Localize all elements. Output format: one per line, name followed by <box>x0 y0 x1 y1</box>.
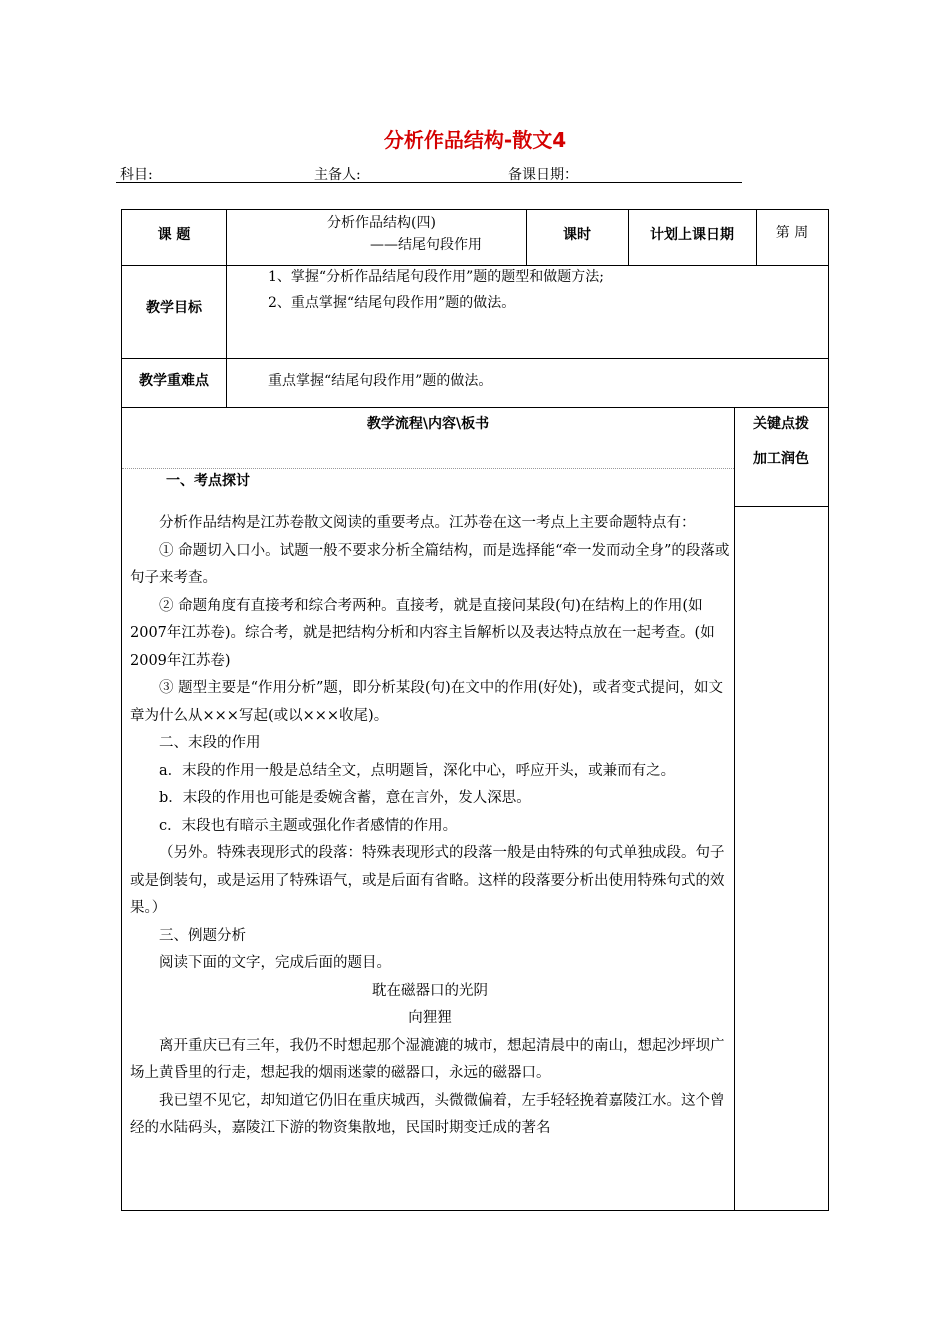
article-title: 耽在磁器口的光阴 <box>372 982 488 999</box>
plan-date-label: 计划上课日期 <box>650 227 734 243</box>
row-divider <box>122 407 828 408</box>
col-divider <box>226 210 227 407</box>
goal-item: 1、掌握“分析作品结尾句段作用”题的题型和做题方法; <box>268 269 604 285</box>
meta-line <box>116 164 742 183</box>
body-paragraph: 二、末段的作用 <box>159 735 261 751</box>
body-paragraph: ① 命题切入口小。试题一般不要求分析全篇结构，而是选择能“牵一发而动全身”的段落或句子来考查。 <box>130 542 730 586</box>
article-author: 向狸狸 <box>408 1010 452 1026</box>
body-paragraph: a．末段的作用一般是总结全文，点明题旨，深化中心，呼应开头，或兼而有之。 <box>159 762 676 779</box>
body-paragraph: ② 命题角度有直接考和综合考两种。直接考，就是直接问某段(句)在结构上的作用(如2007年江苏卷)。综合考，就是把结构分析和内容主旨解析以及表达特点放在一起考查。(如2009年江苏卷) <box>130 597 715 669</box>
goals-label: 教学目标 <box>146 300 202 316</box>
col-divider <box>734 407 735 1210</box>
difficulty-label: 教学重难点 <box>139 373 209 389</box>
difficulty-text: 重点掌握“结尾句段作用”题的做法。 <box>268 373 493 389</box>
lesson-body <box>130 510 730 1143</box>
key-label-1: 关键点拨 <box>753 416 809 432</box>
row-divider <box>122 358 828 359</box>
lesson-table <box>121 209 829 1211</box>
topic-line1: 分析作品结构(四) <box>327 215 436 231</box>
body-paragraph: 离开重庆已有三年，我仍不时想起那个湿漉漉的城市，想起清晨中的南山，想起沙坪坝广场上黄昏里的行走，想起我的烟雨迷蒙的磁器口，永远的磁器口。 <box>130 1037 725 1081</box>
body-paragraph: 阅读下面的文字，完成后面的题目。 <box>159 955 391 971</box>
body-paragraph: 我已望不见它，却知道它仍旧在重庆城西，头微微偏着，左手轻轻挽着嘉陵江水。这个曾经的水陆码头，嘉陵江下游的物资集散地，民国时期变迁成的著名 <box>130 1092 725 1136</box>
goal-item: 2、重点掌握“结尾句段作用”题的做法。 <box>268 295 516 311</box>
body-paragraph: ③ 题型主要是“作用分析”题，即分析某段(句)在文中的作用(好处)，或者变式提问，如文章为什么从×××写起(或以×××收尾)。 <box>130 680 724 724</box>
date-label: 备课日期： <box>508 167 578 183</box>
page-title: 分析作品结构-散文4 <box>383 128 567 152</box>
subject-label: 科目: <box>120 167 153 183</box>
section-heading: 一、考点探讨 <box>166 473 250 489</box>
preparer-label: 主备人: <box>314 167 361 183</box>
key-label-2: 加工润色 <box>753 451 809 467</box>
body-paragraph: c．末段也有暗示主题或强化作者感情的作用。 <box>159 817 458 834</box>
body-paragraph: b．末段的作用也可能是委婉含蓄，意在言外，发人深思。 <box>159 790 531 806</box>
row-divider <box>734 506 828 507</box>
topic-label: 课 题 <box>157 227 191 243</box>
week-label: 第 周 <box>775 225 809 241</box>
body-paragraph: 三、例题分析 <box>159 927 246 944</box>
dotted-divider <box>122 468 734 469</box>
body-paragraph: （另外。特殊表现形式的段落：特殊表现形式的段落一般是由特殊的句式单独成段。句子或是倒装句，或是运用了特殊语气，或是后面有省略。这样的段落要分析出使用特殊句式的效果。） <box>130 845 725 916</box>
body-paragraph: 分析作品结构是江苏卷散文阅读的重要考点。江苏卷在这一考点上主要命题特点有： <box>159 515 696 531</box>
topic-line2: ——结尾句段作用 <box>370 237 482 253</box>
process-header: 教学流程\内容\板书 <box>366 416 490 432</box>
period-label: 课时 <box>563 227 591 243</box>
